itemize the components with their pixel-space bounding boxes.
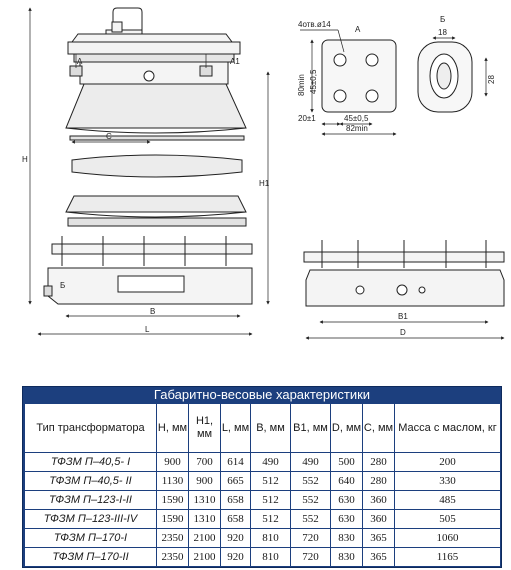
side-view: [304, 240, 504, 306]
table-cell: 2100: [189, 529, 221, 548]
table-cell: 200: [395, 453, 501, 472]
col-header: C, мм: [363, 404, 395, 453]
label-C: C: [106, 132, 112, 141]
col-header: B, мм: [251, 404, 291, 453]
label-H1: H1: [259, 179, 270, 188]
col-header: H, мм: [157, 404, 189, 453]
table-cell: 505: [395, 510, 501, 529]
flange-a-title: A: [355, 25, 361, 34]
table-cell: 920: [221, 529, 251, 548]
flange-a-82min: 82min: [346, 124, 368, 133]
table-cell: 512: [251, 472, 291, 491]
label-H: H: [22, 155, 28, 164]
table-cell: 658: [221, 491, 251, 510]
table-cell: 900: [189, 472, 221, 491]
table-cell: 552: [291, 491, 331, 510]
table-cell: 512: [251, 510, 291, 529]
flange-b-28: 28: [487, 75, 496, 84]
table-cell: ТФЗМ П–170-II: [25, 548, 157, 567]
table-cell: 2350: [157, 548, 189, 567]
table-cell: 720: [291, 529, 331, 548]
front-view: [44, 8, 252, 304]
table-cell: 614: [221, 453, 251, 472]
flange-view-b: [418, 42, 472, 112]
table-cell: 485: [395, 491, 501, 510]
table-header-row: [25, 404, 501, 453]
spec-table-panel: [22, 386, 502, 568]
table-cell: 500: [331, 453, 363, 472]
table-cell: 920: [221, 548, 251, 567]
table-row: [25, 510, 501, 529]
table-cell: 700: [189, 453, 221, 472]
table-row: [25, 453, 501, 472]
table-cell: 658: [221, 510, 251, 529]
table-cell: 830: [331, 548, 363, 567]
table-cell: 280: [363, 472, 395, 491]
flange-b-18: 18: [438, 28, 447, 37]
table-cell: 360: [363, 491, 395, 510]
table-cell: 640: [331, 472, 363, 491]
label-B: B: [150, 307, 156, 316]
table-cell: 365: [363, 529, 395, 548]
table-cell: 830: [331, 529, 363, 548]
table-cell: 1590: [157, 510, 189, 529]
flange-a-20: 20±1: [298, 114, 316, 123]
flange-a-holes: 4отв.ø14: [298, 20, 331, 29]
table-row: [25, 529, 501, 548]
label-L: L: [145, 325, 150, 334]
table-cell: 665: [221, 472, 251, 491]
flange-b-title: Б: [440, 15, 446, 24]
table-cell: ТФЗМ П–40,5- II: [25, 472, 157, 491]
table-cell: ТФЗМ П–40,5- I: [25, 453, 157, 472]
flange-a-45v: 45±0,5: [309, 69, 318, 94]
table-cell: 330: [395, 472, 501, 491]
table-cell: ТФЗМ П–170-I: [25, 529, 157, 548]
table-cell: 552: [291, 510, 331, 529]
label-D: D: [400, 328, 406, 337]
table-cell: 2350: [157, 529, 189, 548]
label-B-small: Б: [60, 281, 66, 290]
table-cell: 490: [251, 453, 291, 472]
table-cell: 512: [251, 491, 291, 510]
spec-table: [24, 403, 501, 567]
table-cell: ТФЗМ П–123-III-IV: [25, 510, 157, 529]
table-cell: 900: [157, 453, 189, 472]
col-header: Масса с маслом, кг: [395, 404, 501, 453]
table-cell: 490: [291, 453, 331, 472]
table-cell: 2100: [189, 548, 221, 567]
label-B1: B1: [398, 312, 408, 321]
flange-a-80min: 80min: [297, 74, 306, 96]
table-row: [25, 548, 501, 567]
table-cell: ТФЗМ П–123-I-II: [25, 491, 157, 510]
table-cell: 1130: [157, 472, 189, 491]
table-cell: 810: [251, 548, 291, 567]
col-header: D, мм: [331, 404, 363, 453]
table-cell: 1060: [395, 529, 501, 548]
table-row: [25, 472, 501, 491]
flange-a-45h: 45±0,5: [344, 114, 369, 123]
table-row: [25, 491, 501, 510]
table-cell: 1310: [189, 510, 221, 529]
table-cell: 810: [251, 529, 291, 548]
table-cell: 1310: [189, 491, 221, 510]
table-cell: 552: [291, 472, 331, 491]
table-cell: 365: [363, 548, 395, 567]
col-header: L, мм: [221, 404, 251, 453]
table-cell: 630: [331, 491, 363, 510]
table-cell: 360: [363, 510, 395, 529]
label-A1: A1: [230, 57, 240, 66]
label-A: A: [77, 57, 83, 66]
spec-table-title: Габаритно-весовые характеристики: [153, 387, 371, 402]
col-header: H1, мм: [189, 404, 221, 453]
col-header: Тип трансформатора: [25, 404, 157, 453]
table-cell: 280: [363, 453, 395, 472]
flange-view-a: [322, 40, 396, 112]
table-cell: 720: [291, 548, 331, 567]
col-header: B1, мм: [291, 404, 331, 453]
table-cell: 630: [331, 510, 363, 529]
table-cell: 1165: [395, 548, 501, 567]
table-cell: 1590: [157, 491, 189, 510]
